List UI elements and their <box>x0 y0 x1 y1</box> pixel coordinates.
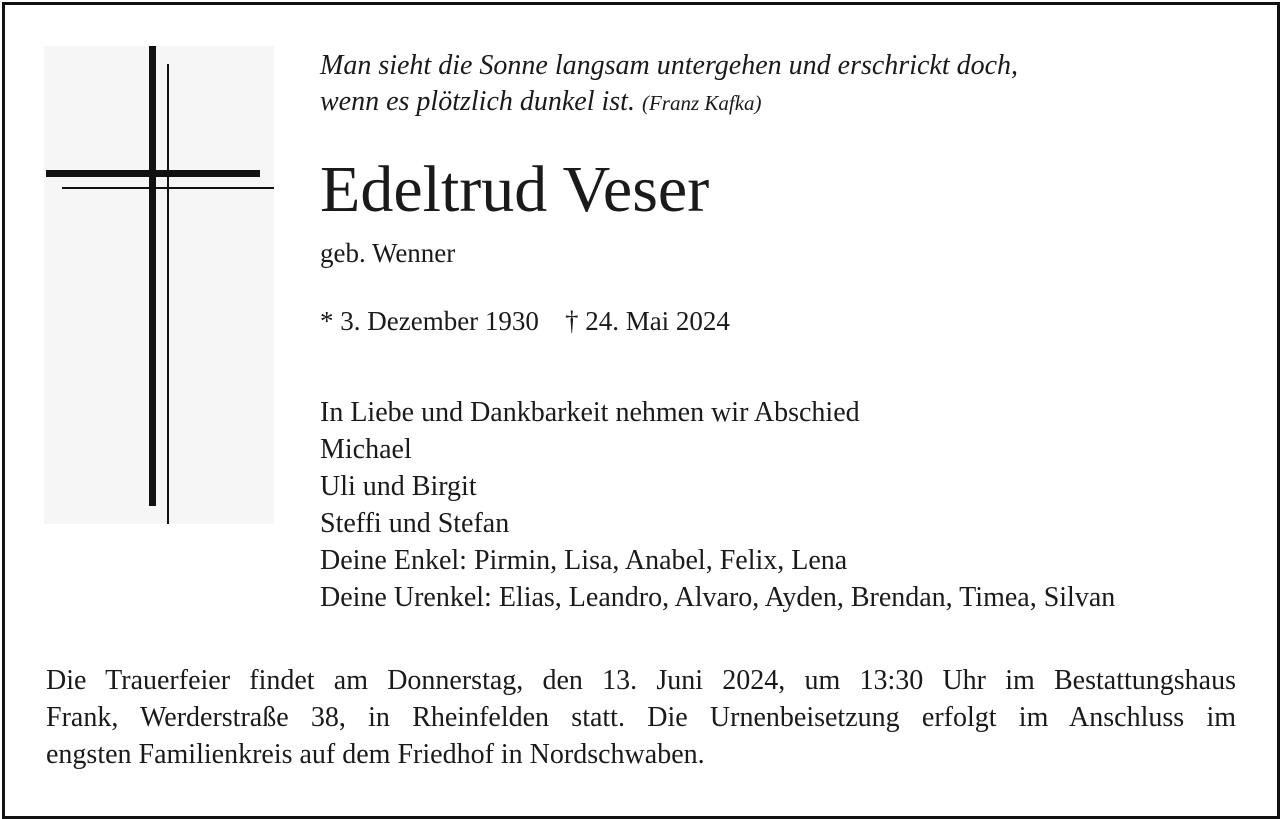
mourner-item: Steffi und Stefan <box>320 508 510 539</box>
quote-line-2 <box>320 84 1018 121</box>
quote-author: (Franz Kafka) <box>641 91 762 115</box>
cross-vertical-bar <box>149 46 156 506</box>
announcement-line-2: Frank, Werderstraße 38, in Rheinfelden statt. Die Urnenbeisetzung erfolgt im Anschluss im <box>46 702 1236 733</box>
kafka-quote <box>320 48 1018 121</box>
grandchildren-item: Deine Enkel: Pirmin, Lisa, Anabel, Felix, Lena <box>320 545 848 576</box>
great-grandchildren-item: Deine Urenkel: Elias, Leandro, Alvaro, Ayden, Brendan, Timea, Silvan <box>320 582 1116 613</box>
death-date: † 24. Mai 2024 <box>564 306 730 336</box>
mourner-item: Uli und Birgit <box>320 471 477 502</box>
mourner-item: Michael <box>320 434 412 465</box>
mourners-intro: In Liebe und Dankbarkeit nehmen wir Abschied <box>320 397 860 428</box>
funeral-announcement <box>46 662 1236 773</box>
quote-line-1: Man sieht die Sonne langsam untergehen und erschrickt doch, <box>320 50 1019 81</box>
cross-horizontal-bar <box>46 170 260 177</box>
quote-line-2-text: wenn es plötzlich dunkel ist. <box>320 86 635 117</box>
cross-background <box>44 46 274 524</box>
life-dates <box>320 303 730 339</box>
cross-horizontal-thin-bar <box>62 187 274 189</box>
announcement-line-1: Die Trauerfeier findet am Donnerstag, den 13. Juni 2024, um 13:30 Uhr im Bestattungshaus <box>46 665 1236 696</box>
deceased-name: Edeltrud Veser <box>320 153 710 226</box>
birth-date: * 3. Dezember 1930 <box>320 306 539 336</box>
cross-vertical-thin-bar <box>167 64 169 524</box>
mourners-list <box>320 394 1115 616</box>
announcement-line-3: engsten Familienkreis auf dem Friedhof in Nordschwaben. <box>46 739 705 770</box>
birth-name: geb. Wenner <box>320 238 456 268</box>
